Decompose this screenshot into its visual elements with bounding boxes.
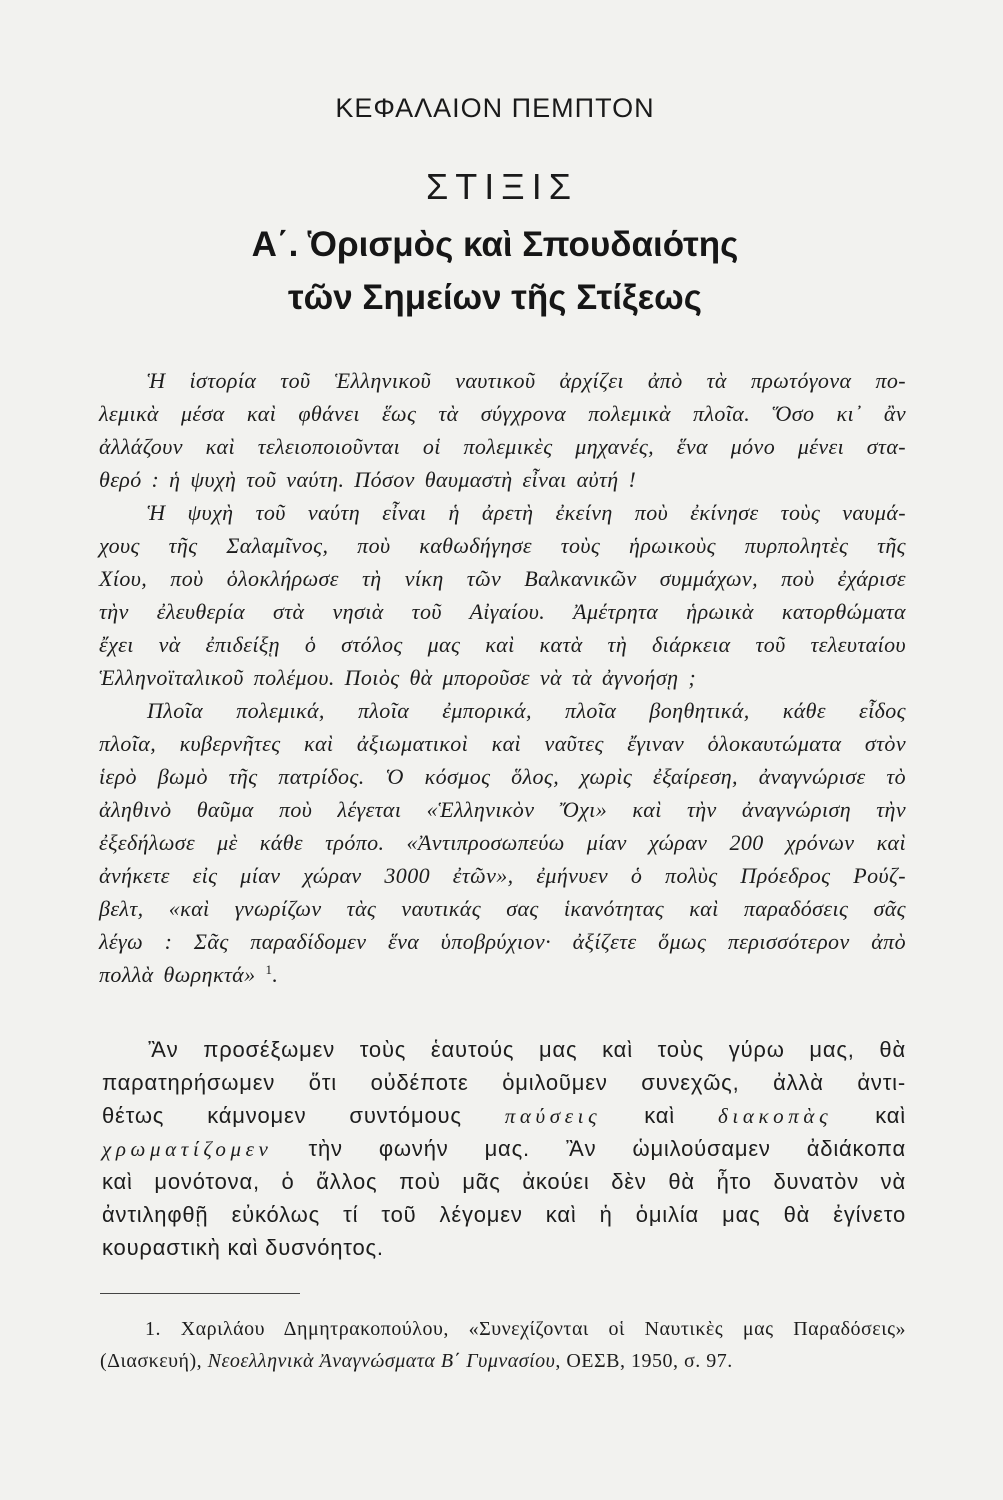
body-text-segment: θέτως κάμνομεν συντόμους [102,1103,462,1128]
footnote-line [100,1345,906,1377]
quote-line: χους τῆς Σαλαμῖνος, ποὺ καθωδήγησε τοὺς ἡρωικοὺς πυρπολητὲς τῆς [99,533,906,558]
body-line: κουραστικὴ καὶ δυσνόητος. [102,1235,384,1260]
quoted-passage [99,364,906,991]
chapter-heading: ΚΕΦΑΛΑΙΟΝ ΠΕΜΠΤΟΝ [335,93,655,123]
quote-closing-punctuation: . [272,962,279,987]
quote-line: ἀληθινὸ θαῦμα ποὺ λέγεται «Ἑλληνικὸν Ὄχι» καὶ τὴν ἀναγνώριση τὴν [99,797,906,822]
quote-line: ἀνήκετε εἰς μίαν χώραν 3000 ἐτῶν», ἐμήνυεν ὁ πολὺς Πρόεδρος Ρούζ- [99,863,906,888]
body-paragraph [102,1033,906,1264]
quote-paragraph-3 [99,694,906,991]
footnote-text: (Διασκευή), [100,1350,203,1372]
body-line [102,1132,906,1165]
quote-line: Χίου, ποὺ ὁλοκλήρωσε τὴ νίκη τῶν Βαλκανικῶν συμμάχων, ποὺ ἐχάρισε [99,566,906,591]
footnote-text: Χαριλάου Δημητρακοπούλου, «Συνεχίζονται οἱ Ναυτικὲς μας Παραδόσεις» [180,1318,907,1340]
quote-paragraph-2 [99,496,906,694]
section-title-line-1: Α΄. Ὁρισμὸς καὶ Σπουδαιότης [251,225,739,264]
body-line: Ἂν προσέξωμεν τοὺς ἑαυτούς μας καὶ τοὺς γύρω μας, θὰ [148,1037,906,1062]
body-line: ἀντιληφθῇ εὐκόλως τί τοῦ λέγομεν καὶ ἡ ὁμιλία μας θὰ ἐγίνετο [102,1202,906,1227]
quote-closing-line [99,958,906,991]
quote-line: λέγω : Σᾶς παραδίδομεν ἕνα ὑποβρύχιον· ἀξίζετε ὅμως περισσότερον ἀπὸ [99,929,906,954]
footnote-marker: 1 [265,962,273,977]
quote-line: ἀλλάζουν καὶ τελειοποιοῦνται οἱ πολεμικὲς μηχανές, ἕνα μόνο μένει στα- [99,434,906,459]
body-text-segment: καὶ [875,1103,906,1128]
quote-line: ἔχει νὰ ἐπιδείξῃ ὁ στόλος μας καὶ κατὰ τὴ διάρκεια τοῦ τελευταίου [99,632,906,657]
emphasis-word: χρωματίζομεν [102,1137,273,1161]
emphasis-word: διακοπὰς [717,1104,833,1128]
quote-line: Ἡ ἱστορία τοῦ Ἑλληνικοῦ ναυτικοῦ ἀρχίζει ἀπὸ τὰ πρωτόγονα πο- [147,368,906,393]
section-title-line-2: τῶν Σημείων τῆς Στίξεως [288,278,702,317]
quote-line: θερό : ἡ ψυχὴ τοῦ ναύτη. Πόσον θαυμαστὴ εἶναι αὐτή ! [99,467,637,492]
quote-line: βελτ, «καὶ γνωρίζων τὰς ναυτικάς σας ἱκανότητας καὶ παραδόσεις σᾶς [99,896,906,921]
footnote-text: , ΟΕΣΒ, 1950, σ. 97. [555,1350,733,1372]
quote-line: λεμικὰ μέσα καὶ φθάνει ἕως τὰ σύγχρονα πολεμικὰ πλοῖα. Ὅσο κι᾽ ἂν [99,401,906,426]
quote-line: Ἡ ψυχὴ τοῦ ναύτη εἶναι ἡ ἀρετὴ ἐκείνη ποὺ ἐκίνησε τοὺς ναυμά- [147,500,906,525]
chapter-title: ΣΤΙΞΙΣ [426,166,578,207]
quote-line: ἐξεδήλωσε μὲ κάθε τρόπο. «Ἀντιπροσωπεύω μίαν χώραν 200 χρόνων καὶ [99,830,906,855]
quote-closing-text: πολλὰ θωρηκτά» [99,962,256,987]
emphasis-word: παύσεις [504,1104,602,1128]
footnote [100,1313,906,1377]
body-line: παρατηρήσωμεν ὅτι οὐδέποτε ὁμιλοῦμεν συνεχῶς, ἀλλὰ ἀντι- [102,1070,906,1095]
body-line [102,1099,906,1132]
body-line: καὶ μονότονα, ὁ ἄλλος ποὺ μᾶς ἀκούει δὲν θὰ ἦτο δυνατὸν νὰ [102,1169,906,1194]
quote-line: Πλοῖα πολεμικά, πλοῖα ἐμπορικά, πλοῖα βοηθητικά, κάθε εἶδος [147,698,906,723]
footnote-separator [100,1293,300,1294]
quote-line: Ἑλληνοϊταλικοῦ πολέμου. Ποιὸς θὰ μποροῦσε νὰ τὰ ἀγνοήσῃ ; [99,665,697,690]
body-text-segment: καὶ [644,1103,675,1128]
quote-line: πλοῖα, κυβερνῆτες καὶ ἀξιωματικοὶ καὶ ναῦτες ἔγιναν ὁλοκαυτώματα στὸν [99,731,906,756]
footnote-line [100,1313,906,1345]
body-text-segment: τὴν φωνήν μας. Ἂν ὡμιλούσαμεν ἀδιάκοπα [308,1136,906,1161]
quote-line: ἱερὸ βωμὸ τῆς πατρίδος. Ὁ κόσμος ὅλος, χωρὶς ἐξαίρεση, ἀναγνώρισε τὸ [99,764,906,789]
quote-paragraph-1 [99,364,906,496]
quote-line: τὴν ἐλευθερία στὰ νησιὰ τοῦ Αἰγαίου. Ἀμέτρητα ἡρωικὰ κατορθώματα [99,599,906,624]
footnote-book-title: Νεοελληνικὰ Ἀναγνώσματα Β΄ Γυμνασίου [207,1350,556,1372]
footnote-number: 1. [145,1318,161,1340]
